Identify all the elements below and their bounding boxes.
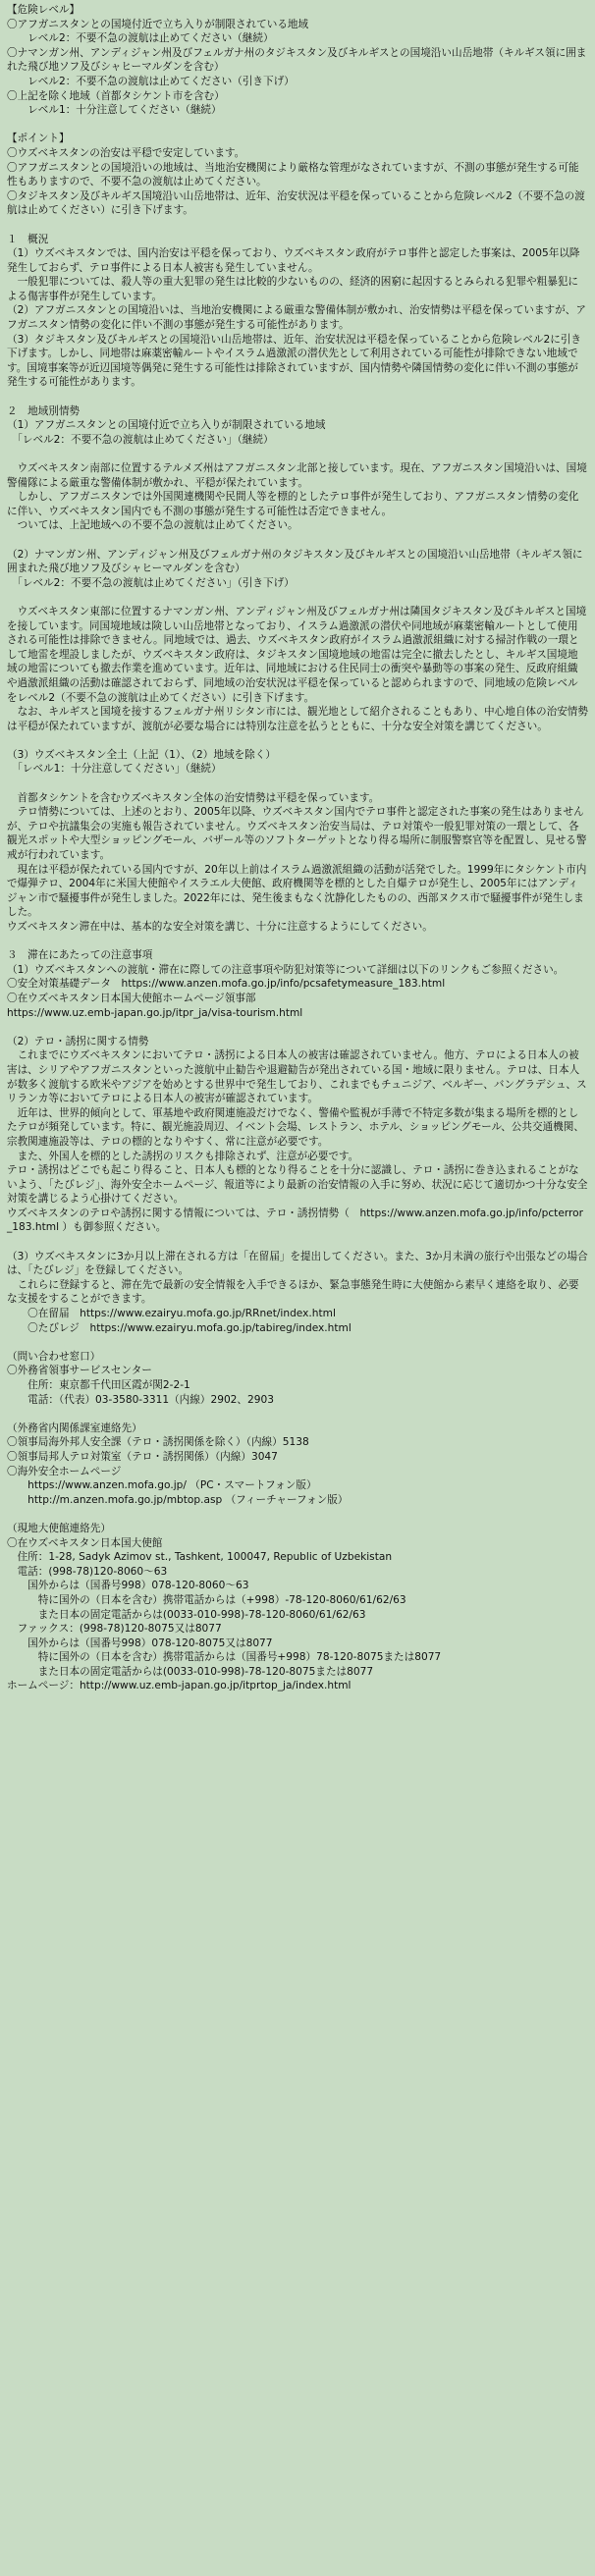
section-6 <box>7 605 588 733</box>
text-line: 「レベル1：十分注意してください」（継続） <box>7 763 222 776</box>
section-3 <box>7 404 588 448</box>
text-line: （1）ウズベキスタンでは、国内治安は平穏を保っており、ウズベキスタン政府がテロ事件と認定した事案は、2005年以降発生しておらず、テロ事件による日本人被害も発生していません。 <box>7 247 580 274</box>
text-line: （3）ウズベキスタンに3か月以上滞在される方は「在留届」を提出してください。また、3か月未満の旅行や出張などの場合は、「たびレジ」を登録してください。 <box>7 1250 588 1277</box>
text-line: （問い合わせ窓口） <box>7 1350 101 1363</box>
text-line: 【危険レベル】 <box>7 4 81 16</box>
text-line: ３ 滞在にあたっての注意事項 <box>7 949 153 962</box>
section-2 <box>7 233 588 391</box>
text-line: 近年は、世界的傾向として、軍基地や政府関連施設だけでなく、警備や監視が手薄で不特定多数が集まる場所を標的としたテロが頻発しています。特に、観光施設周辺、イベント会場、レストラン、ホテル、ショッピングモール、公共交通機関、宗教関連施設等は、テロの標的となりやすく、常に注意が必要です。 <box>7 1106 584 1148</box>
text-line: １ 概況 <box>7 233 49 245</box>
text-line: （1）アフガニスタンとの国境付近で立ち入りが制限されている地域 <box>7 419 326 432</box>
section-13 <box>7 1422 588 1508</box>
text-line: （3）ウズベキスタン全土（上記（1）、（2）地域を除く） <box>7 748 276 761</box>
text-line: レベル1：十分注意してください（継続） <box>7 104 222 117</box>
text-line: 現在は平穏が保たれている国内ですが、20年以上前はイスラム過激派組織の活動が活発でした。1999年にタシケント市内で爆弾テロ、2004年に米国大使館やイスラエル大使館、政府機関等を標的とした自爆テロが発生し、2005年にはアンディジャン市で騒擾事件が発生しました。2022年には、発生後まもなく沈静化したものの、西部ヌクス市で騒擾事件が発生しました。 <box>7 863 587 919</box>
text-line: ファックス：(998-78)120-8075又は8077 <box>7 1623 222 1636</box>
text-line[interactable]: 〇安全対策基礎データ https://www.anzen.mofa.go.jp/info/pcsafetymeasure_183.html <box>7 978 446 991</box>
text-line: 住所：東京都千代田区霞が関2-2-1 <box>7 1379 190 1391</box>
text-line: 〇ナマンガン州、アンディジャン州及びフェルガナ州のタジキスタン及びキルギスとの国境沿い山岳地帯（キルギス領に囲まれた飛び地ソフ及びシャヒーマルダンを含む） <box>7 46 587 74</box>
text-line: 「レベル2：不要不急の渡航は止めてください」（引き下げ） <box>7 576 295 589</box>
text-line: 〇アフガニスタンとの国境付近で立ち入りが制限されている地域 <box>7 18 309 30</box>
text-line: ついては、上記地域への不要不急の渡航は止めてください。 <box>7 519 298 532</box>
text-line: 〇領事局海外邦人安全課（テロ・誘拐関係を除く）（内線）5138 <box>7 1436 309 1449</box>
text-line[interactable]: https://www.uz.emb-japan.go.jp/itpr_ja/visa-tourism.html <box>7 1006 303 1019</box>
text-line: これらに登録すると、滞在先で最新の安全情報を入手できるほか、緊急事態発生時に大使館から素早く連絡を取り、必要な支援をすることができます。 <box>7 1278 579 1306</box>
text-line: ウズベキスタン滞在中は、基本的な安全対策を講じ、十分に注意するようにしてください。 <box>7 921 433 933</box>
text-line[interactable]: http://m.anzen.mofa.go.jp/mbtop.asp （フィーチャーフォン版） <box>7 1493 349 1506</box>
text-line: （2）ナマンガン州、アンディジャン州及びフェルガナ州のタジキスタン及びキルギスとの国境沿い山岳地帯（キルギス領に囲まれた飛び地ソフ及びシャヒーマルダンを含む） <box>7 548 583 575</box>
text-line: ウズベキスタン東部に位置するナマンガン州、アンディジャン州及びフェルガナ州は隣国タジキスタン及びキルギスと国境を接しています。同国境地域は険しい山岳地帯となっており、イスラム過激派の潜伏や同地域が麻薬密輸ルートとして使用される可能性は排除できません。同地域では、過去、ウズベキスタン政府がイスラム過激派組織に対する掃討作戦の一環として地雷を埋設しましたが、ウズベキスタン政府は、タジキスタン国境地域の地雷は完全に撤去したとし、キルギス国境地域の地雷についても撤去作業を進めています。近年は、同地域における住民同士の衝突や暴動等の事案の発生、反政府組織や過激派組織の活動は確認されておらず、同地域の治安状況は平穏を保っていると認められますので、同地域の危険レベルをレベル2（不要不急の渡航は止めてください）に引き下げます。 <box>7 605 587 704</box>
text-line: 〇在ウズベキスタン日本国大使館ホームページ領事部 <box>7 992 256 1004</box>
text-line: 〇領事局邦人テロ対策室（テロ・誘拐関係）（内線）3047 <box>7 1450 278 1463</box>
text-line: 〇在ウズベキスタン日本国大使館 <box>7 1536 163 1549</box>
text-line: 〇海外安全ホームページ <box>7 1465 122 1477</box>
text-line: （現地大使館連絡先） <box>7 1522 111 1534</box>
text-line: しかし、アフガニスタンでは外国関連機関や民間人等を標的としたテロ事件が発生しており、アフガニスタン情勢の変化に伴い、ウズベキスタン国内でも不測の事態が発生する可能性は否定できません。 <box>7 491 579 517</box>
section-9 <box>7 948 588 1020</box>
text-line: ウズベキスタン南部に位置するテルメズ州はアフガニスタン北部と接しています。現在、アフガニスタン国境沿いは、国境警備隊による厳重な警備体制が敷かれ、平穏が保たれています。 <box>7 462 587 489</box>
text-line: （2）テロ・誘拐に関する情勢 <box>7 1035 149 1047</box>
text-line: 首都タシケントを含むウズベキスタン全体の治安情勢は平穏を保っています。 <box>7 791 380 804</box>
text-line: 〇タジキスタン及びキルギス国境沿い山岳地帯は、近年、治安状況は平穏を保っていることから危険レベル2（不要不急の渡航は止めてください）に引き下げます。 <box>7 189 585 217</box>
text-line: また日本の固定電話からは(0033-010-998)-78-120-8060/61/62/63 <box>7 1608 366 1621</box>
section-12 <box>7 1350 588 1407</box>
text-line: 特に国外の（日本を含む）携帯電話からは（国番号+998）78-120-8075または8077 <box>7 1651 442 1664</box>
text-line: レベル2：不要不急の渡航は止めてください（継続） <box>7 32 274 45</box>
text-line: テロ・誘拐はどこでも起こり得ること、日本人も標的となり得ることを十分に認識し、テロ・誘拐に巻き込まれることがないよう、「たびレジ」、海外安全ホームページ、報道等により最新の治安情報の入手に努め、状況に応じて適切かつ十分な安全対策を講じるよう心掛けてください。 <box>7 1164 588 1206</box>
text-line: 〇ウズベキスタンの治安は平穏で安定しています。 <box>7 146 245 159</box>
text-line: （2）アフガニスタンとの国境沿いは、当地治安機関による厳重な警備体制が敷かれ、治安情勢は平穏を保っていますが、アフガニスタン情勢の変化に伴い不測の事態が発生する可能性があります。 <box>7 304 586 332</box>
text-line: レベル2：不要不急の渡航は止めてください（引き下げ） <box>7 75 295 87</box>
text-line: 電話：(998-78)120-8060～63 <box>7 1565 168 1578</box>
section-14 <box>7 1522 588 1693</box>
text-line: 〇上記を除く地域（首都タシケント市を含む） <box>7 89 225 102</box>
text-line: 〇外務省領事サービスセンター <box>7 1365 152 1377</box>
text-line: （3）タジキスタン及びキルギスとの国境沿い山岳地帯は、近年、治安状況は平穏を保っていることから危険レベル2に引き下げます。しかし、同地帯は麻薬密輸ルートやイスラム過激派の潜伏先として利用されている可能性が排除できない地域です。国境事案等が近辺国境等偶発に発生する可能性は排除されていますが、国内情勢や隣国情勢の変化に伴い不測の事態が発生する可能性があります。 <box>7 333 582 389</box>
text-line: 〇アフガニスタンとの国境沿いの地域は、当地治安機関により厳格な管理がなされていますが、不測の事態が発生する可能性もありますので、不要不急の渡航は止めてください。 <box>7 161 579 188</box>
text-line[interactable]: https://www.anzen.mofa.go.jp/ （PC・スマートフォン版） <box>7 1479 317 1492</box>
text-line: 電話：（代表）03-3580-3311（内線）2902、2903 <box>7 1393 274 1406</box>
text-line: また日本の固定電話からは(0033-010-998)-78-120-8075または8077 <box>7 1665 374 1678</box>
text-line: 国外からは（国番号998）078-120-8075又は8077 <box>7 1637 273 1649</box>
section-4 <box>7 461 588 533</box>
text-line: これまでにウズベキスタンにおいてテロ・誘拐による日本人の被害は確認されていません。他方、テロによる日本人の被害は、シリアやアフガニスタンといった渡航中止勧告や退避勧告が発出されている国・地域に限りません。テロは、日本人が数多く渡航する欧米やアジアを始めとする世界中で発生しており、これまでもチュニジア、ベルギー、バングラデシュ、スリランカ等においてテロによる日本人の被害が確認されています。 <box>7 1049 587 1105</box>
text-line[interactable]: ウズベキスタンのテロや誘拐に関する情報については、テロ・誘拐情勢（ https://www.anzen.mofa.go.jp/info/pcterror_183.html ）も御参照ください。 <box>7 1207 583 1234</box>
text-line[interactable]: 〇在留届 https://www.ezairyu.mofa.go.jp/RRnet/index.html <box>7 1308 336 1320</box>
text-line[interactable]: 〇たびレジ https://www.ezairyu.mofa.go.jp/tabireg/index.html <box>7 1321 352 1334</box>
text-line: 【ポイント】 <box>7 133 70 145</box>
section-0 <box>7 3 588 118</box>
text-line: 住所：1-28, Sadyk Azimov st., Tashkent, 100047, Republic of Uzbekistan <box>7 1551 393 1564</box>
text-line: ２ 地域別情勢 <box>7 404 81 417</box>
text-line[interactable]: ホームページ：http://www.uz.emb-japan.go.jp/itprtop_ja/index.html <box>7 1680 352 1692</box>
text-line: なお、キルギスと国境を接するフェルガナ州リシタン市には、観光地として紹介されることもあり、中心地自体の治安情勢は平穏が保たれていますが、渡航が必要な場合には特別な注意を払うとともに、十分な安全対策を講じてください。 <box>7 706 588 732</box>
section-5 <box>7 548 588 591</box>
section-1 <box>7 132 588 218</box>
text-line: また、外国人を標的とした誘拐のリスクも排除されず、注意が必要です。 <box>7 1150 359 1162</box>
text-line: 国外からは（国番号998）078-120-8060～63 <box>7 1580 249 1592</box>
text-line: （外務省内関係課室連絡先） <box>7 1422 142 1434</box>
section-8 <box>7 791 588 935</box>
text-line: テロ情勢については、上述のとおり、2005年以降、ウズベキスタン国内でテロ事件と認定された事案の発生はありませんが、テロや抗議集会の実施も報告されていません。ウズベキスタン治安当局は、テロ対策や一般犯罪対策の一環として、各観光スポットや大型ショッピングモール、バザール等のソフトターゲットとなり得る場所に制服警察官等を配置し、見せる警戒が行われています。 <box>7 806 587 862</box>
text-line: 「レベル2：不要不急の渡航は止めてください」（継続） <box>7 433 274 446</box>
text-line: 特に国外の（日本を含む）携帯電話からは（+998）-78-120-8060/61/62/63 <box>7 1593 406 1606</box>
section-11 <box>7 1250 588 1336</box>
text-line: 一般犯罪については、殺人等の重大犯罪の発生は比較的少ないものの、経済的困窮に起因するとみられる犯罪や粗暴犯による傷害事件が発生しています。 <box>7 276 579 302</box>
text-line: （1）ウズベキスタンへの渡航・滞在に際しての注意事項や防犯対策等について詳細は以下のリンクもご参照ください。 <box>7 963 565 976</box>
section-7 <box>7 748 588 777</box>
section-10 <box>7 1035 588 1235</box>
